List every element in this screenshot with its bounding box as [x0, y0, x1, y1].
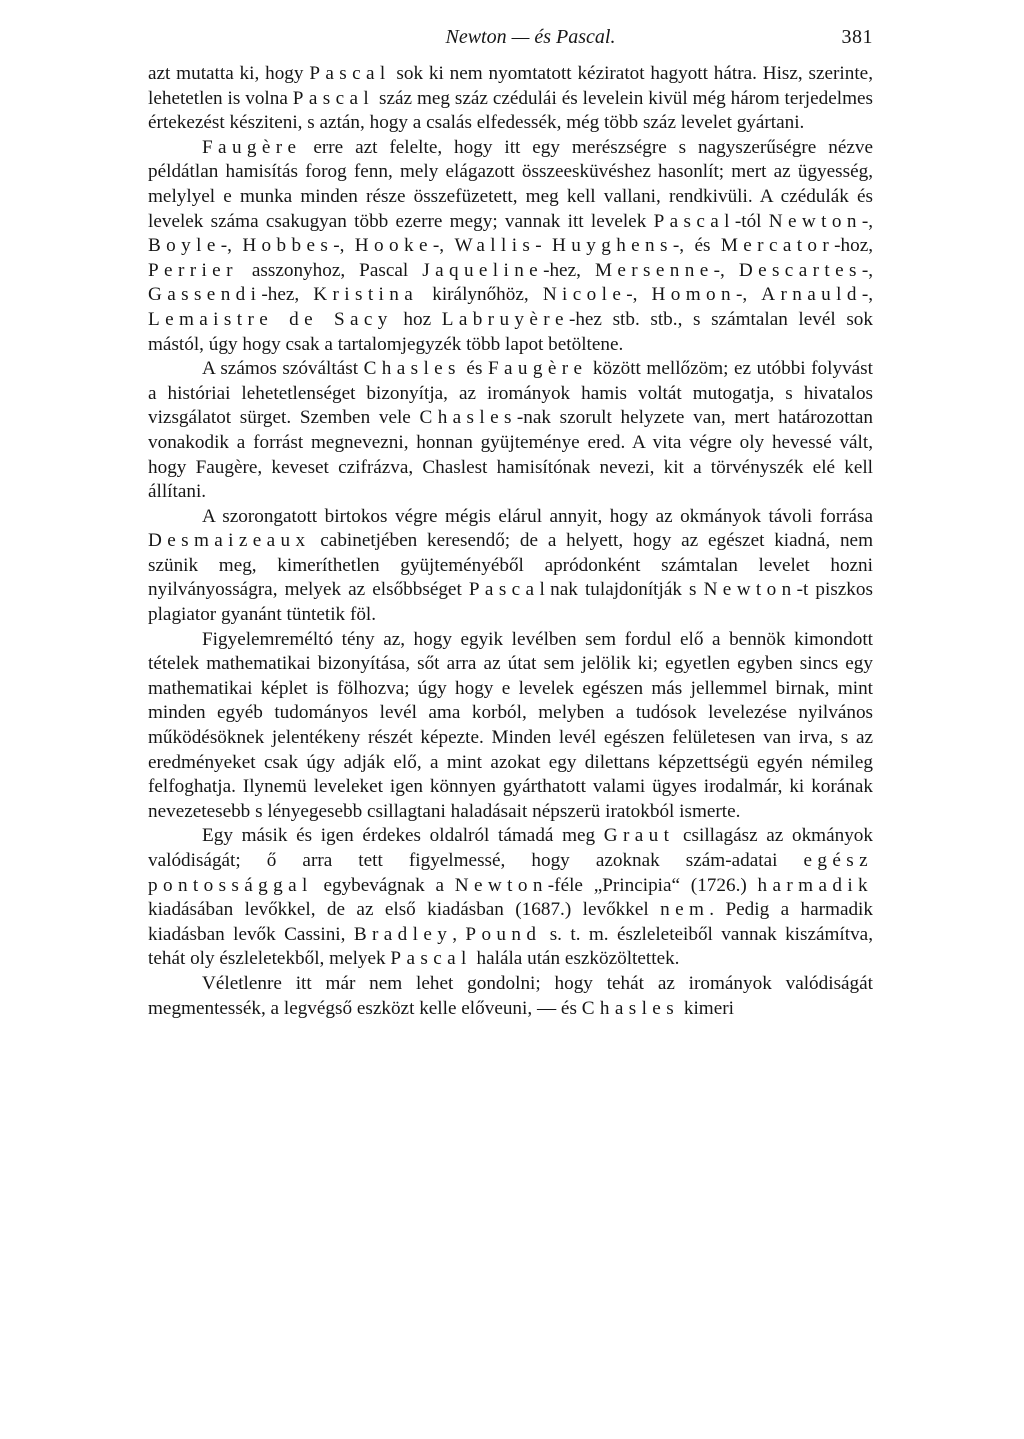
paragraph-3 — [148, 357, 873, 505]
spaced-name: Pound — [465, 923, 542, 945]
spaced-name: Chasles — [581, 997, 680, 1019]
spaced-name: Hobbes — [242, 235, 334, 257]
spaced-name: Faugère — [487, 358, 588, 380]
spaced-name: Graut — [603, 825, 675, 847]
spaced-name: Lemaistre de Sacy — [148, 308, 393, 330]
text-run: sok ki nem nyomtatott kéziratot hagyott hátra. Hisz, szerinte, lehetetlen is volna — [148, 63, 873, 109]
text-run: -, — [861, 210, 873, 232]
spaced-name: Perrier — [148, 259, 238, 281]
spaced-name: Pascal — [653, 210, 735, 232]
text-run: -t piszkos plagiator gyanánt tüntetik föl. — [148, 579, 873, 626]
spaced-name: Gassendi — [148, 284, 262, 306]
spaced-name: Homon — [651, 284, 736, 306]
spaced-name: Faugère — [202, 136, 302, 158]
text-run: hoz — [392, 308, 442, 330]
spaced-name: egész pontossággal — [148, 850, 873, 896]
text-run: kiadásában levőkkel, de az első kiadásban (1687.) levőkkel — [148, 899, 661, 921]
text-run: kimeri — [679, 997, 734, 1019]
text-run: -féle „Principia“ (1726.) — [547, 874, 758, 896]
text-run: -, — [713, 259, 739, 281]
spaced-name: Wallis — [454, 235, 536, 257]
running-title: Newton — és Pascal. — [445, 26, 616, 48]
text-run: -hez stb. stb., s számtalan levél sok mástól, úgy hogy csak a tartalomjegyzék több lapot betöltene. — [148, 308, 873, 355]
text-run: -, — [861, 259, 873, 281]
text-run: -, és — [672, 235, 721, 257]
text-run: -, — [333, 235, 355, 257]
text-run: -hez, — [261, 284, 314, 306]
text-run: királynőhöz, — [418, 284, 543, 306]
spaced-name: Desmaizeaux — [148, 530, 311, 552]
spaced-name: Newton — [454, 874, 548, 896]
text-run: A szorongatott birtokos végre mégis elárul annyit, hogy az okmányok távoli forrása — [202, 505, 873, 527]
text-run: -hez, — [543, 259, 595, 281]
spaced-name: Huyghens — [552, 235, 673, 257]
text-run: Figyelemreméltó tény az, hogy egyik levélben sem fordul elő a bennök kimondott tételek mathematikai bizonyítása, sőt arra az útat sem jelölik ki; egyetlen egyben sincs egy mathematikai képlet is fölhozva; úgy hogy e levelek egészen más jellemmel birnak, mint minden egyéb tudományos levél ama korból, melyben a tudósok levelezése nyilvános működésöknek jelentékeny részét képezte. Minden levél egészen felületesen van irva, s az eredményeket csak úgy adják elő, a mint azokat egy dilettans képzettségü egyén némileg felfoghatja. Ilynemü leveleket igen könnyen gyárthatott valami ügyes irodalmár, ki korának nevezetesebb s lényegesebb csillagtani haladásait népszerü iratokból ismerte. — [148, 628, 873, 822]
spaced-name: Newton — [703, 579, 797, 601]
text-run: Egy másik és igen érdekes oldalról támadá meg — [202, 825, 604, 847]
text-run: -, — [626, 284, 652, 306]
spaced-name: Nicole — [542, 284, 627, 306]
spaced-name: Kristina — [313, 284, 419, 306]
spaced-name: Pascal — [309, 63, 391, 84]
text-run: halála után eszközöltettek. — [471, 948, 680, 970]
text-run: -nak szorult helyzete van, mert határozottan vonakodik a forrást megnevezni, honnan gyüjteménye ered. A vita végre oly hevessé vált, hogy Faugère, keveset czifrázva, Chaslest hamisítónak nevezi, kit a törvényszék elé kell állítani. — [148, 407, 873, 503]
text-run: nak tulajdonítják s — [550, 579, 704, 601]
spaced-name: Jaqueline — [422, 259, 544, 281]
text-run: . Pedig a harmadik kiadásban levők Cassini, — [148, 899, 873, 945]
text-run: A számos szóváltást — [202, 358, 364, 380]
text-run: erre azt felelte, hogy itt egy merészségre s nagyszerűségre nézve példátlan hamisítás forog fenn, mely elágazott összeesküvéshez hasonlít; mert az ügyesség, melylyel e munka minden része összefüzetett, meg kell vallani, rendkivüli. A czédulák és levelek száma csakugyan több ezerre megy; vannak itt levelek — [148, 136, 873, 232]
spaced-name: Pascal — [468, 579, 551, 601]
text-run: csillagász az okmányok valódiságát; ő arra tett figyelmessé, hogy azoknak szám-adatai — [148, 825, 873, 871]
spaced-name: Pascal — [292, 87, 375, 109]
text-run: -hoz, — [834, 235, 874, 257]
text-run: azt mutatta ki, hogy — [148, 63, 310, 84]
spaced-name: Hooke — [354, 235, 433, 257]
spaced-name: Mersenne — [594, 259, 714, 281]
spaced-name: Pascal — [390, 948, 472, 970]
page-number: 381 — [841, 26, 873, 48]
paragraph-6 — [148, 824, 873, 972]
body-text — [148, 62, 873, 1021]
spaced-name: harmadik — [757, 874, 873, 896]
spaced-name: Mercator — [720, 235, 835, 257]
paragraph-2 — [148, 136, 873, 357]
text-run: között mellőzöm; ez utóbbi folyvást a históriai lehetetlenséget bizonyítja, az irományok hamis voltát mutogatja, s hivatalos vizsgálatot sürget. Szemben vele — [148, 358, 873, 429]
text-run: -, — [432, 235, 455, 257]
text-run: -, — [861, 284, 873, 306]
text-run: cabinetjében keresendő; de a helyett, hogy az egészet kiadná, nem szünik meg, kimeríthetlen gyüjteményéből apródonként számtalan levelet hozni nyilványosságra, melyek az elsőbbséget — [148, 530, 873, 601]
spaced-name: Newton — [768, 210, 862, 232]
spaced-name: Bradley — [353, 923, 453, 945]
text-run: Véletlenre itt már nem lehet gondolni; hogy tehát az irományok valódiságát megmentessék, a legvégső eszközt kelle előveuni, — és — [148, 972, 873, 1019]
spaced-name: Chasles — [363, 358, 461, 380]
spaced-name: Chasles — [419, 407, 517, 429]
spaced-name: Labruyère — [441, 308, 569, 330]
text-run: -, — [220, 235, 243, 257]
paragraph-1 — [148, 62, 873, 136]
paragraph-7 — [148, 972, 873, 1021]
text-run: -tól — [734, 210, 769, 232]
text-run: asszonyhoz, Pascal — [237, 259, 423, 281]
text-run: és — [460, 358, 488, 380]
book-page — [148, 22, 873, 1021]
paragraph-5 — [148, 628, 873, 825]
text-run: s. t. m. észleleteiből vannak kiszámítva, tehát oly észleletekből, melyek — [148, 923, 873, 970]
text-run: , — [452, 923, 466, 945]
spaced-name: nem — [660, 899, 710, 921]
text-run: egybevágnak a — [312, 874, 455, 896]
text-run: száz meg száz czédulái és levelein kivül még három terjedelmes értekezést késziteni, s aztán, hogy a csalás elfedessék, még több száz levelet gyártani. — [148, 87, 873, 134]
spaced-name: Descartes — [738, 259, 862, 281]
spaced-name: Boyle — [148, 235, 221, 257]
text-run: -, — [735, 284, 762, 306]
spaced-name: Arnauld — [761, 284, 862, 306]
text-run: - — [535, 235, 553, 257]
paragraph-4 — [148, 505, 873, 628]
page-header — [148, 22, 873, 62]
